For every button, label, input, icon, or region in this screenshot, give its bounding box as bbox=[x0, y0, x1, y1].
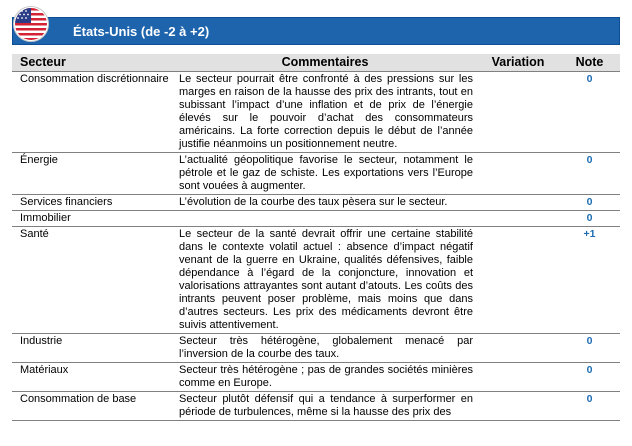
sector-name: Énergie bbox=[12, 153, 173, 195]
sector-comment: Le secteur pourrait être confronté à des pressions sur les marges en raison de la hausse des prix des intrants, tout en subissant l’impact d’une inflation et de prix de l’énergie élevés sur le pouvoir d’achat des consommateurs américains. La forte correction depuis le début de l’année justifie néanmoins un positionnement neutre. bbox=[173, 72, 477, 153]
table-header-row bbox=[12, 54, 620, 72]
table-row bbox=[12, 363, 620, 392]
sector-note: 0 bbox=[559, 153, 620, 195]
sector-note: 0 bbox=[559, 392, 620, 421]
sector-note: 0 bbox=[559, 211, 620, 227]
sector-name: Santé bbox=[12, 227, 173, 334]
section-title: États-Unis (de -2 à +2) bbox=[73, 24, 210, 39]
col-header-sector: Secteur bbox=[12, 54, 173, 72]
col-header-note: Note bbox=[559, 54, 620, 72]
us-flag-icon bbox=[13, 6, 49, 42]
col-header-variation: Variation bbox=[477, 54, 559, 72]
table-row bbox=[12, 392, 620, 421]
sector-name: Immobilier bbox=[12, 211, 173, 227]
sector-variation bbox=[477, 392, 559, 421]
col-header-comments: Commentaires bbox=[173, 54, 477, 72]
sector-note: 0 bbox=[559, 72, 620, 153]
sector-variation bbox=[477, 195, 559, 211]
sector-comment: Secteur très hétérogène ; pas de grandes sociétés minières comme en Europe. bbox=[173, 363, 477, 392]
sector-name: Consommation de base bbox=[12, 392, 173, 421]
sector-name: Services financiers bbox=[12, 195, 173, 211]
table-row bbox=[12, 334, 620, 363]
sector-comment: L’évolution de la courbe des taux pèsera sur le secteur. bbox=[173, 195, 477, 211]
sector-name: Industrie bbox=[12, 334, 173, 363]
table-row bbox=[12, 227, 620, 334]
table-row bbox=[12, 211, 620, 227]
sector-comment: Secteur très hétérogène, globalement menacé par l’inversion de la courbe des taux. bbox=[173, 334, 477, 363]
sector-variation bbox=[477, 363, 559, 392]
sector-variation bbox=[477, 153, 559, 195]
sector-variation bbox=[477, 211, 559, 227]
section-header bbox=[12, 17, 620, 45]
sector-note: 0 bbox=[559, 334, 620, 363]
sector-note: 0 bbox=[559, 363, 620, 392]
sector-variation bbox=[477, 334, 559, 363]
sector-table bbox=[12, 54, 620, 421]
sector-variation bbox=[477, 72, 559, 153]
sector-variation bbox=[477, 227, 559, 334]
sector-comment bbox=[173, 211, 477, 227]
sector-note: 0 bbox=[559, 195, 620, 211]
table-row bbox=[12, 153, 620, 195]
table-row bbox=[12, 72, 620, 153]
sector-name: Consommation discrétionnaire bbox=[12, 72, 173, 153]
sector-note: +1 bbox=[559, 227, 620, 334]
table-row bbox=[12, 195, 620, 211]
sector-comment: Secteur plutôt défensif qui a tendance à surperformer en période de turbulences, même si la hausse des prix des bbox=[173, 392, 477, 421]
sector-comment: L’actualité géopolitique favorise le secteur, notamment le pétrole et le gaz de schiste. Les exportations vers l’Europe sont vouées à augmenter. bbox=[173, 153, 477, 195]
sector-comment: Le secteur de la santé devrait offrir une certaine stabilité dans le contexte volatil actuel : absence d’impact négatif venant de la guerre en Ukraine, qualités défensives, faible dépendance à l’égard de la conjoncture, innovation et valorisations attrayantes sont autant d’atouts. Les coûts des intrants peuvent poser problème, mais moins que dans d’autres secteurs. Les prix des médicaments devront être suivis attentivement. bbox=[173, 227, 477, 334]
sector-name: Matériaux bbox=[12, 363, 173, 392]
